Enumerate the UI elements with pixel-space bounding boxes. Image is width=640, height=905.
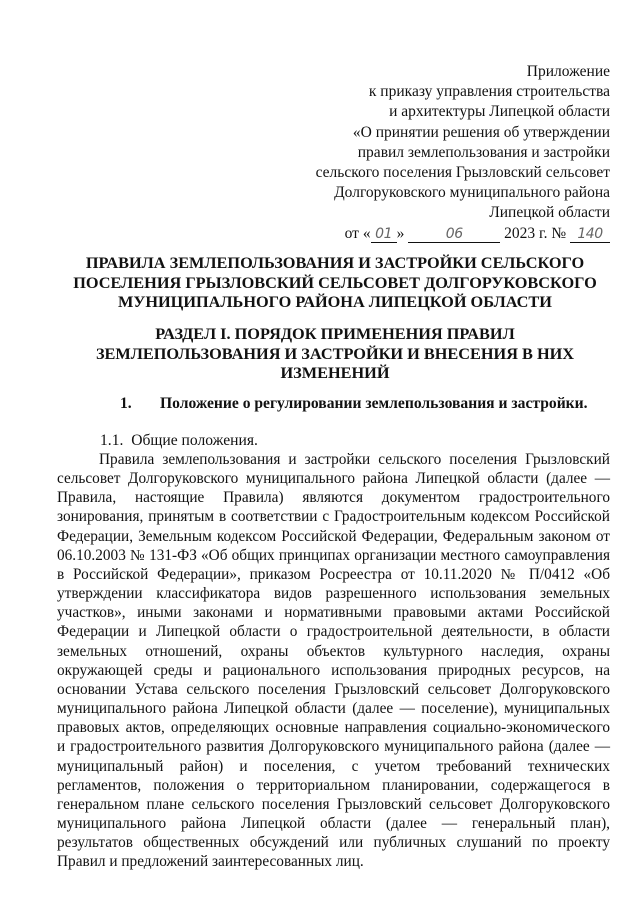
order-number-handwritten: 140: [577, 225, 603, 242]
date-month-field: [408, 226, 500, 243]
date-year-number-label: 2023 г. №: [504, 224, 567, 242]
section-title: РАЗДЕЛ I. ПОРЯДОК ПРИМЕНЕНИЯ ПРАВИЛ ЗЕМЛЕПОЛЬЗОВАНИЯ И ЗАСТРОЙКИ И ВНЕСЕНИЯ В НИХ ИЗМЕНЕНИЙ: [95, 324, 575, 382]
subsection-number: 1.1.: [100, 432, 124, 449]
appendix-line: Долгоруковского муниципального района: [334, 184, 610, 202]
body-paragraph: Правила землепользования и застройки сельского поселения Грызловский сельсовет Долгоруковского муниципального района Липецкой области (далее — Правила, настоящие Правила) являются документом градостроительного зонирования, принятым в соответствии с Градостроительным кодексом Российской Федерации, Земельным кодексом Российской Федерации, Федеральным законом от 06.10.2003 № 131-ФЗ «Об общих принципах организации местного самоуправления в Российской Федерации», приказом Росреестра от 10.11.2020 № П/0412 «Об утверждении классификатора видов разрешенного использования земельных участков», иными законами и нормативными правовыми актами Российской Федерации и Липецкой области о градостроительной деятельности, в области земельных отношений, охраны объектов культурного наследия, охраны окружающей среды и рационального использования природных ресурсов, на основании Устава сельского поселения Грызловский сельсовет Долгоруковского муниципального района Липецкой области (далее — поселение), муниципальных правовых актов, определяющих основные направления социально-экономического и градостроительного развития Долгоруковского муниципального района (далее — муниципальный район) и поселения, с учетом требований технических регламентов, положения о территориальном планировании, содержащегося в генеральном плане сельского поселения Грызловский сельсовет Долгоруковского муниципального района Липецкой области (далее — генеральный план), результатов общественных обсуждений или публичных слушаний по проекту Правил и предложений заинтересованных лиц.: [57, 451, 610, 871]
appendix-line: и архитектуры Липецкой области: [389, 103, 610, 121]
date-prefix: от «: [344, 224, 371, 242]
clause-text: Положение о регулировании землепользования и застройки.: [160, 395, 588, 412]
appendix-line: правил землепользования и застройки: [357, 143, 610, 161]
clause-number: 1.: [120, 395, 132, 412]
appendix-line: Липецкой области: [489, 204, 610, 222]
appendix-line: сельского поселения Грызловский сельсовет: [315, 164, 610, 182]
appendix-line: «О принятии решения об утверждении: [352, 123, 610, 141]
clause-heading: [120, 394, 610, 414]
date-day-handwritten: 01: [375, 225, 392, 242]
appendix-line: к приказу управления строительства: [368, 83, 610, 101]
date-day-close: »: [396, 224, 405, 242]
document-title: ПРАВИЛА ЗЕМЛЕПОЛЬЗОВАНИЯ И ЗАСТРОЙКИ СЕЛЬСКОГО ПОСЕЛЕНИЯ ГРЫЗЛОВСКИЙ СЕЛЬСОВЕТ ДОЛГОРУКОВСКОГО МУНИЦИПАЛЬНОГО РАЙОНА ЛИПЕЦКОЙ ОБЛАСТИ: [73, 253, 597, 311]
subsection-heading: [100, 431, 258, 450]
subsection-text: Общие положения.: [131, 432, 258, 449]
appendix-block: [270, 62, 610, 244]
order-date-line: [270, 224, 610, 244]
order-number-field: [570, 226, 610, 243]
appendix-line: Приложение: [526, 63, 610, 80]
date-day-field: [371, 226, 397, 243]
date-month-handwritten: 06: [445, 225, 463, 242]
